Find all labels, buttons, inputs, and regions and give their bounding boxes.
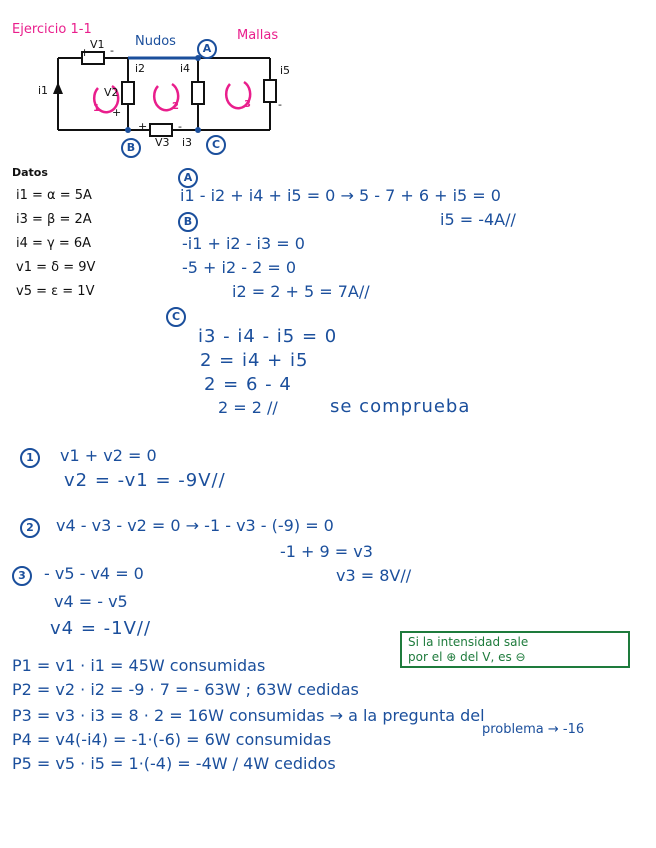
mesh-2-label: 2 <box>172 101 179 112</box>
mesh-2-eq-marker: 2 <box>20 516 40 538</box>
node-a-eq-marker: A <box>178 166 198 188</box>
power-p5: P5 = v5 · i5 = 1·(-4) = -4W / 4W cedidos <box>12 754 336 773</box>
node-c-equation-1: i3 - i4 - i5 = 0 <box>198 326 338 347</box>
power-p4: P4 = v4(-i4) = -1·(-6) = 6W consumidas <box>12 730 332 749</box>
node-c-marker: C <box>206 133 226 155</box>
mesh-3-eq-marker: 3 <box>12 564 32 586</box>
label-v1: V1 <box>90 38 105 51</box>
power-p2: P2 = v2 · i2 = -9 · 7 = - 63W ; 63W cedidas <box>12 680 359 699</box>
power-p1: P1 = v1 · i1 = 45W consumidas <box>12 656 266 675</box>
node-b-marker: B <box>121 136 141 158</box>
label-minus-2: - <box>178 120 182 133</box>
power-p3: P3 = v3 · i3 = 8 · 2 = 16W consumidas → a la pregunta del <box>12 706 485 725</box>
node-c-eq-marker: C <box>166 305 186 327</box>
label-plus-3: + <box>112 106 122 119</box>
mesh-1-eq-marker: 1 <box>20 446 40 468</box>
resistor-i4 <box>192 82 204 104</box>
node-a-result: i5 = -4A// <box>440 210 516 229</box>
mesh-2-equation: v4 - v3 - v2 = 0 → -1 - v3 - (-9) = 0 <box>56 516 334 535</box>
node-b-eq-marker: B <box>178 210 198 232</box>
node-c-check: se comprueba <box>330 396 471 417</box>
label-i5: i5 <box>280 64 291 77</box>
label-minus-3: - <box>278 98 282 111</box>
note-line-2: por el ⊕ del V, es ⊖ <box>408 650 526 664</box>
mesh-2-equation-2: -1 + 9 = v3 <box>280 542 373 561</box>
label-i3: i3 <box>182 136 193 149</box>
mesh-1-label: 1 <box>93 103 100 114</box>
node-b-result: i2 = 2 + 5 = 7A// <box>232 282 370 301</box>
node-a-equation: i1 - i2 + i4 + i5 = 0 → 5 - 7 + 6 + i5 = 0 <box>180 186 501 205</box>
mesh-3-result: v4 = -1V// <box>50 618 152 639</box>
node-c-equation-2: 2 = i4 + i5 <box>200 350 309 371</box>
label-plus-1: + <box>80 46 90 59</box>
mesh-1-result: v2 = -v1 = -9V// <box>64 470 226 491</box>
datos-line-1: i1 = α = 5A <box>16 188 92 203</box>
mallas-label: Mallas <box>237 28 279 43</box>
datos-line-4: v1 = δ = 9V <box>16 260 96 275</box>
label-v3: V3 <box>155 136 170 149</box>
label-i1: i1 <box>38 84 49 97</box>
datos-line-2: i3 = β = 2A <box>16 212 92 227</box>
label-plus-2: + <box>138 120 148 133</box>
node-c-equation-3: 2 = 6 - 4 <box>204 374 292 395</box>
mesh-3-equation: - v5 - v4 = 0 <box>44 564 144 583</box>
datos-line-5: v5 = ε = 1V <box>16 284 95 299</box>
power-p3-note: problema → -16 <box>482 722 585 737</box>
resistor-i5 <box>264 80 276 102</box>
mesh-3-equation-2: v4 = - v5 <box>54 592 128 611</box>
resistor-v2 <box>122 82 134 104</box>
node-b-equation-2: -5 + i2 - 2 = 0 <box>182 258 297 277</box>
label-v2: V2 <box>104 86 119 99</box>
datos-title: Datos <box>12 166 48 179</box>
exercise-title: Ejercicio 1-1 <box>12 22 92 37</box>
mesh-1-equation: v1 + v2 = 0 <box>60 446 157 465</box>
node-b-equation-1: -i1 + i2 - i3 = 0 <box>182 234 305 253</box>
circuit-diagram <box>20 40 320 150</box>
note-box <box>400 631 630 668</box>
note-line-1: Si la intensidad sale <box>408 635 529 649</box>
node-a-marker: A <box>197 37 217 59</box>
label-i4: i4 <box>180 62 191 75</box>
mesh-3-label: 3 <box>244 99 251 110</box>
node-c-result: 2 = 2 // <box>218 398 278 417</box>
resistor-v3 <box>150 124 172 136</box>
mesh-2-result: v3 = 8V// <box>336 566 412 585</box>
nudos-label: Nudos <box>135 34 176 49</box>
datos-line-3: i4 = γ = 6A <box>16 236 92 251</box>
label-minus-1: - <box>110 44 114 57</box>
label-i2: i2 <box>135 62 146 75</box>
